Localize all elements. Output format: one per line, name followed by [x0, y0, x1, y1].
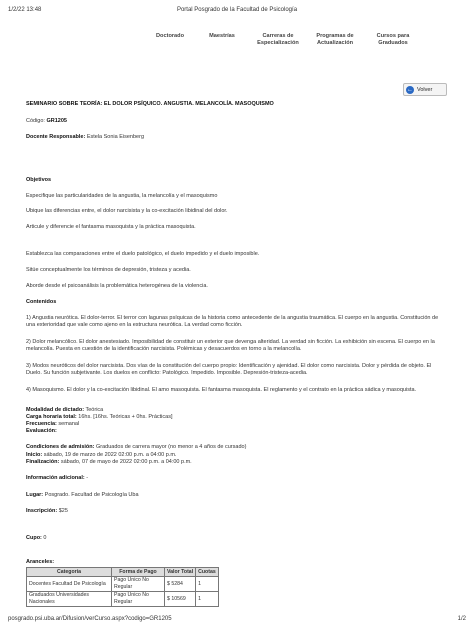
table-cell: $ 10569	[165, 592, 196, 607]
modalidad	[26, 407, 446, 414]
nav-cursos-graduados[interactable]: Cursos para Graduados	[376, 33, 410, 46]
cupo-label: Cupo:	[26, 535, 42, 541]
volver-label: Volver	[417, 86, 433, 93]
print-date: 1/2/22 13:48	[8, 7, 42, 13]
course-title: SEMINARIO SOBRE TEORÍA: EL DOLOR PSÍQUICO. ANGUSTIA. MELANCOLÍA. MASOQUISMO	[26, 101, 274, 107]
finalizacion-label: Finalización:	[26, 459, 60, 465]
inscripcion-value: $25	[58, 508, 68, 514]
nav-maestrias[interactable]: Maestrías	[209, 33, 235, 39]
column-header: Cuotas	[196, 568, 219, 577]
back-arrow-icon: ←	[407, 86, 413, 93]
aranceles-table-wrap	[26, 567, 446, 607]
frecuencia-value: semanal	[58, 421, 80, 427]
cupo	[26, 535, 446, 542]
table-cell: Docentes Facultad De Psicología	[27, 577, 112, 592]
print-title: Portal Posgrado de la Facultad de Psicología	[176, 7, 298, 13]
nav-programas-actualizacion[interactable]: Programas de Actualización	[316, 33, 354, 46]
objetivo-item: Ubique las diferencias entre, el dolor narcisista y la co-excitación libidinal del dolor.	[26, 208, 228, 214]
docente-label: Docente Responsable:	[26, 134, 86, 140]
print-page-number: 1/2	[457, 616, 466, 622]
admision-value: Graduados de carrera mayor (no menor a 4 años de cursado)	[95, 444, 247, 450]
objetivo-item: Especifique las particularidades de la angustia, la melancolía y el masoquismo	[26, 193, 218, 199]
table-cell: 1	[196, 577, 219, 592]
inicio	[26, 452, 446, 459]
objetivo-item: Establezca las comparaciones entre el duelo patológico, el duelo impedido y el duelo imposible.	[26, 251, 260, 257]
column-header: Forma de Pago	[112, 568, 165, 577]
inscripcion	[26, 508, 446, 515]
column-header: Categoría	[27, 568, 112, 577]
table-cell: $ 5284	[165, 577, 196, 592]
aranceles-heading: Aranceles:	[26, 559, 55, 565]
nav-carreras-especializacion[interactable]: Carreras de Especialización	[257, 33, 299, 46]
evaluacion-label: Evaluación:	[26, 428, 57, 434]
frecuencia	[26, 421, 446, 428]
modalidad-value: Teórica	[85, 407, 104, 413]
cupo-value: 0	[43, 535, 47, 541]
volver-button[interactable]	[403, 83, 447, 96]
codigo-value: GR1205	[46, 118, 67, 124]
contenido-item: 3) Modos neuróticos del dolor narcisista. Dos vías de la constitución del cuerpo propio: Identificación y ajenidad. El dolor como narcisista. Dolor y pérdida de objeto. El Duelo. Su función subjetivante. Los duelos en conflicto: Patológico. Impedido. Imposible. Depresión-tristeza-acedia.	[26, 363, 432, 376]
lugar	[26, 492, 446, 499]
carga-horaria	[26, 414, 446, 421]
objetivo-item: Articule y diferencie el fantasma masoquista y la práctica masoquista.	[26, 224, 196, 230]
print-footer	[8, 616, 466, 625]
contenidos-heading: Contenidos	[26, 299, 57, 305]
finalizacion	[26, 459, 446, 466]
table-row	[27, 577, 219, 592]
table-row	[27, 592, 219, 607]
table-header-row	[27, 568, 219, 577]
top-navigation	[150, 33, 420, 55]
objetivos-heading: Objetivos	[26, 177, 52, 183]
course-code	[26, 118, 446, 125]
objetivo-item: Aborde desde el psicoanálisis la problemática heterogénea de la violencia.	[26, 283, 208, 289]
admision	[26, 444, 446, 451]
contenido-item: 4) Masoquismo. El dolor y la co-excitación libidinal. El amo masoquista. El fantasma masoquista. El reglamento y el contrato en la práctica sádica y masoquista.	[26, 387, 417, 393]
contenido-item: 2) Dolor melancólico. El dolor anestesiado. Imposibilidad de constituir un exterior que devenga alteridad. La verdad sin ficción. La exhibición sin escena. El cuerpo en la melancolía. Puesta en cuestión de la identificación narcisista. Polémicas y desacuerdos en torno a la melancolía.	[26, 339, 435, 352]
aranceles-table	[26, 567, 219, 607]
admision-label: Condiciones de admisión:	[26, 444, 95, 450]
lugar-value: Posgrado. Facultad de Psicología Uba	[44, 492, 139, 498]
info-label: Información adicional:	[26, 475, 85, 481]
column-header: Valor Total	[165, 568, 196, 577]
inicio-label: Inicio:	[26, 452, 43, 458]
info-adicional	[26, 475, 446, 482]
frecuencia-label: Frecuencia:	[26, 421, 57, 427]
nav-doctorado[interactable]: Doctorado	[156, 33, 184, 39]
modalidad-label: Modalidad de dictado:	[26, 407, 85, 413]
course-teacher	[26, 134, 446, 141]
inscripcion-label: Inscripción:	[26, 508, 58, 514]
carga-label: Carga horaria total:	[26, 414, 77, 420]
table-cell: 1	[196, 592, 219, 607]
info-value: -	[86, 475, 89, 481]
print-url: posgrado.psi.uba.ar/Difusion/verCurso.aspx?codigo=GR1205	[8, 616, 172, 622]
objetivo-item: Sitúe conceptualmente los términos de depresión, tristeza y acedia.	[26, 267, 191, 273]
docente-value: Estela Sonia Eisenberg	[86, 134, 145, 140]
inicio-value: sábado, 19 de marzo de 2022 02:00 p.m. a 04:00 p.m.	[43, 452, 177, 458]
table-cell: Pago Unico No Regular	[112, 577, 165, 592]
lugar-label: Lugar:	[26, 492, 44, 498]
table-cell: Graduados Universidades Nacionales	[27, 592, 112, 607]
codigo-label: Código:	[26, 118, 45, 124]
contenido-item: 1) Angustia neurótica. El dolor-terror. El terror con lagunas psíquicas de la historia como antecedente de la angustia traumática. El cuerpo en la angustia. Constitución de una exterioridad que vale como ajeno en la estructura neurótica. La verdad como ficción.	[26, 315, 439, 328]
table-cell: Pago Unico No Regular	[112, 592, 165, 607]
carga-value: 16hs. [16hs. Teóricas + 0hs. Prácticas]	[78, 414, 173, 420]
finalizacion-value: sábado, 07 de mayo de 2022 02:00 p.m. a 04:00 p.m.	[60, 459, 192, 465]
print-header	[8, 7, 466, 17]
